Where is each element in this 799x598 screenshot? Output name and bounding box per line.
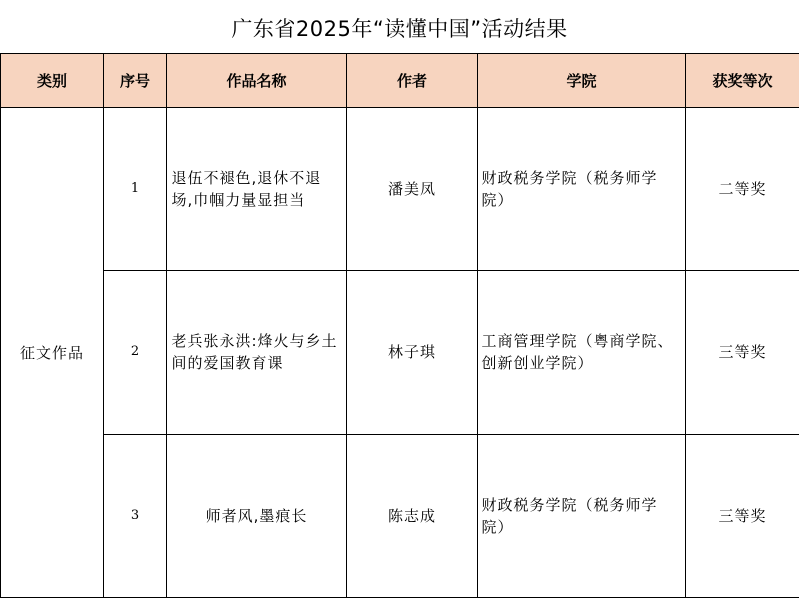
row-number: 3 bbox=[104, 434, 167, 597]
author-cell: 林子琪 bbox=[347, 271, 478, 434]
author-cell: 陈志成 bbox=[347, 434, 478, 597]
page-title: 广东省2025年“读懂中国”活动结果 bbox=[0, 12, 799, 46]
school-name: 工商管理学院（粤商学院、创新创业学院） bbox=[482, 330, 682, 374]
row-number: 1 bbox=[104, 108, 167, 271]
table-row bbox=[1, 434, 799, 597]
header-school: 学院 bbox=[478, 54, 686, 108]
row-number: 2 bbox=[104, 271, 167, 434]
header-author: 作者 bbox=[347, 54, 478, 108]
results-table bbox=[0, 53, 799, 598]
work-title: 老兵张永洪:烽火与乡土间的爱国教育课 bbox=[172, 330, 342, 374]
school-name: 财政税务学院（税务师学院） bbox=[482, 167, 682, 211]
category-cell: 征文作品 bbox=[1, 108, 104, 598]
header-row bbox=[1, 54, 799, 108]
header-work: 作品名称 bbox=[167, 54, 347, 108]
table-row bbox=[1, 271, 799, 434]
award-cell: 二等奖 bbox=[686, 108, 799, 271]
school-cell bbox=[478, 108, 686, 271]
school-cell bbox=[478, 271, 686, 434]
header-no: 序号 bbox=[104, 54, 167, 108]
work-title-cell bbox=[167, 271, 347, 434]
work-title: 退伍不褪色,退休不退场,巾帼力量显担当 bbox=[172, 167, 342, 211]
header-award: 获奖等次 bbox=[686, 54, 799, 108]
work-title-cell bbox=[167, 108, 347, 271]
work-title-cell: 师者风,墨痕长 bbox=[167, 434, 347, 597]
school-cell bbox=[478, 434, 686, 597]
award-cell: 三等奖 bbox=[686, 271, 799, 434]
header-category: 类别 bbox=[1, 54, 104, 108]
award-cell: 三等奖 bbox=[686, 434, 799, 597]
author-cell: 潘美凤 bbox=[347, 108, 478, 271]
school-name: 财政税务学院（税务师学院） bbox=[482, 494, 682, 538]
table-row bbox=[1, 108, 799, 271]
